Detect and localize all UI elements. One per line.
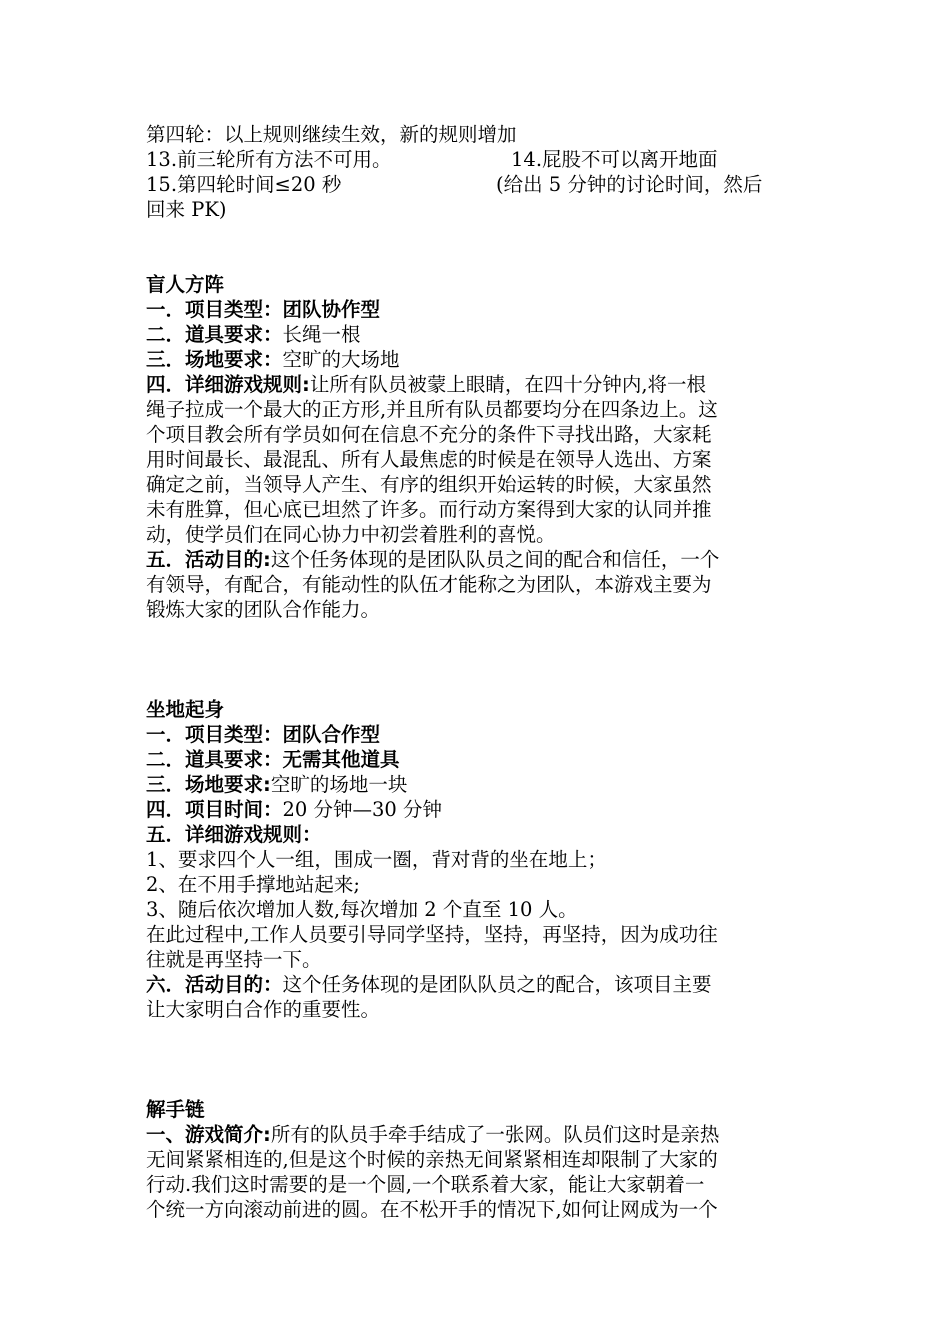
sit-stand-rules-label: 五．详细游戏规则：	[146, 823, 322, 846]
goal-text: 这个任务体现的是团队队员之间的配合和信任，一个	[270, 548, 720, 571]
sit-stand-time	[146, 797, 806, 822]
rules-text: 确定之前，当领导人产生、有序的组织开始运转的时候，大家虽然	[146, 473, 712, 496]
intro-text: 个统一方向滚动前进的圆。在不松开手的情况下,如何让网成为一个	[146, 1198, 718, 1221]
intro-text: 行动.我们这时需要的是一个圆,一个联系着大家，能让大家朝着一	[146, 1173, 705, 1196]
rules-text: 让所有队员被蒙上眼睛，在四十分钟内,将一根	[309, 373, 707, 396]
intro-text: 无间紧紧相连的,但是这个时候的亲热无间紧紧相连却限制了大家的	[146, 1148, 718, 1171]
section-title-blind-square: 盲人方阵	[146, 273, 225, 296]
sit-stand-site	[146, 772, 806, 797]
intro-label: 一、游戏简介:	[146, 1123, 271, 1146]
round4-rules-row	[146, 147, 806, 172]
rules-text: 用时间最长、最混乱、所有人最焦虑的时候是在领导人选出、方案	[146, 448, 712, 471]
intro-text: 所有的队员手牵手结成了一张网。队员们这时是亲热	[270, 1123, 720, 1146]
goal-text: 锻炼大家的团队合作能力。	[146, 598, 381, 621]
round4-rule15-row	[146, 172, 806, 197]
goal-label: 五．活动目的:	[146, 548, 271, 571]
rule-15-note-cont: 回来 PK)	[146, 198, 227, 221]
goal-text: 有领导，有配合，有能动性的队伍才能称之为团队，本游戏主要为	[146, 573, 712, 596]
prop-value: 长绳一根	[282, 323, 361, 346]
untangle-intro-line	[146, 1122, 806, 1147]
time-value: 20 分钟—30 分钟	[282, 798, 443, 821]
site-label: 三．场地要求：	[146, 348, 283, 371]
rule-15: 15.第四轮时间≤20 秒	[146, 173, 342, 196]
step-item: 3、随后依次增加人数,每次增加 2 个直至 10 人。	[146, 898, 578, 921]
sit-stand-prop: 二．道具要求：无需其他道具	[146, 748, 400, 771]
site-value: 空旷的场地一块	[270, 773, 408, 796]
blind-square-site	[146, 347, 806, 372]
sit-stand-type: 一．项目类型：团队合作型	[146, 723, 381, 746]
rules-text: 未有胜算，但心底已坦然了许多。而行动方案得到大家的认同并推	[146, 498, 712, 521]
sit-stand-goal-line	[146, 972, 806, 997]
section-title-sit-stand: 坐地起身	[146, 698, 225, 721]
rules-text: 个项目教会所有学员如何在信息不充分的条件下寻找出路，大家耗	[146, 423, 712, 446]
step-item: 2、在不用手撑地站起来;	[146, 873, 360, 896]
blind-square-type: 一．项目类型：团队协作型	[146, 298, 381, 321]
blind-square-rules-line	[146, 372, 806, 397]
blind-square-goal-line	[146, 547, 806, 572]
rules-label: 四．详细游戏规则:	[146, 373, 310, 396]
note-text: 往就是再坚持一下。	[146, 948, 322, 971]
rules-text: 绳子拉成一个最大的正方形,并且所有队员都要均分在四条边上。这	[146, 398, 718, 421]
site-label: 三．场地要求:	[146, 773, 271, 796]
goal-label: 六．活动目的：	[146, 973, 283, 996]
rule-13: 13.前三轮所有方法不可用。	[146, 148, 392, 171]
site-value: 空旷的大场地	[282, 348, 400, 371]
document-page	[146, 122, 806, 1222]
step-item: 1、要求四个人一组，围成一圈，背对背的坐在地上；	[146, 848, 607, 871]
time-label: 四．项目时间：	[146, 798, 283, 821]
section-title-untangle: 解手链	[146, 1098, 205, 1121]
blind-square-prop	[146, 322, 806, 347]
goal-text: 让大家明白合作的重要性。	[146, 998, 381, 1021]
round4-title: 第四轮：以上规则继续生效，新的规则增加	[146, 123, 517, 146]
note-text: 在此过程中,工作人员要引导同学坚持，坚持，再坚持，因为成功往	[146, 923, 718, 946]
rule-15-note: (给出 5 分钟的讨论时间，然后	[496, 173, 763, 196]
rule-14: 14.屁股不可以离开地面	[511, 148, 718, 171]
rules-text: 动，使学员们在同心协力中初尝着胜利的喜悦。	[146, 523, 556, 546]
prop-label: 二．道具要求：	[146, 323, 283, 346]
goal-text: 这个任务体现的是团队队员之的配合，该项目主要	[282, 973, 712, 996]
